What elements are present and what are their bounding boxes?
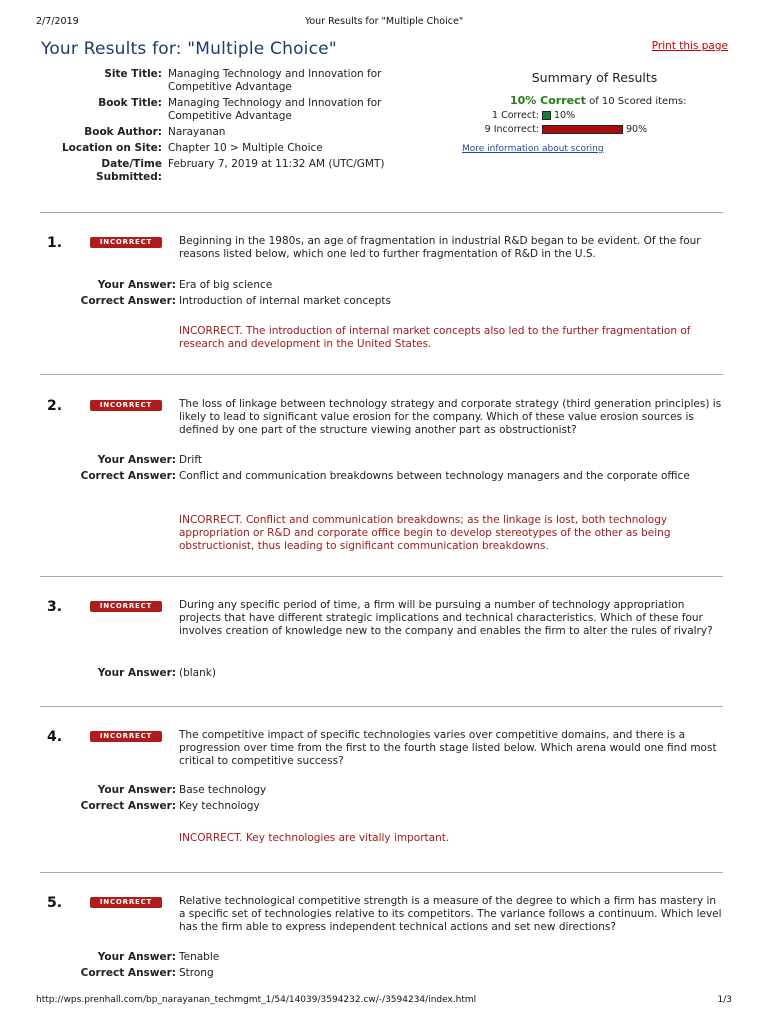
site-title-value: Managing Technology and Innovation for Competitive Advantage xyxy=(168,68,382,93)
incorrect-badge: INCORRECT xyxy=(90,237,162,248)
question-text: Beginning in the 1980s, an age of fragmentation in industrial R&D began to be evident. Of the four reasons listed below, which one led to further fragmentation of R&D in the U.S. xyxy=(179,235,701,261)
site-title-row xyxy=(40,68,400,94)
correct-answer-value: Introduction of internal market concepts xyxy=(179,295,391,307)
feedback-text: INCORRECT. Conflict and communication breakdowns; as the linkage is lost, both technology appropriation or R&D and corporate office begin to develop stereotypes of the other as being obstructionist, thus leading to significant communication breakdowns. xyxy=(179,514,671,553)
print-date: 2/7/2019 xyxy=(36,16,79,27)
submitted-row xyxy=(40,158,400,184)
location-label: Location on Site: xyxy=(61,142,162,154)
question-number: 3. xyxy=(47,599,63,615)
correct-answer-label: Correct Answer: xyxy=(80,470,176,482)
page-number: 1/3 xyxy=(717,995,732,1005)
question-number: 4. xyxy=(47,729,63,745)
incorrect-bar-row xyxy=(462,123,732,136)
incorrect-percent: 90% xyxy=(626,124,648,135)
question-number: 2. xyxy=(47,398,63,414)
incorrect-bar xyxy=(542,125,623,134)
score-items: of 10 Scored items: xyxy=(589,96,687,107)
correct-answer-row xyxy=(80,470,724,483)
feedback-text: INCORRECT. Key technologies are vitally important. xyxy=(179,832,450,844)
book-title-value: Managing Technology and Innovation for Competitive Advantage xyxy=(168,97,382,122)
divider xyxy=(40,706,723,707)
submitted-value: February 7, 2019 at 11:32 AM (UTC/GMT) xyxy=(168,158,385,170)
question-text: Relative technological competitive strength is a measure of the degree to which a firm has mastery in a specific set of technologies relative to its competitors. The variance follows a continuum. Which level has the firm able to express independent technical actions and set new directions? xyxy=(179,895,722,934)
book-author-row xyxy=(40,126,400,139)
score-line xyxy=(510,94,732,107)
correct-label: 1 Correct: xyxy=(492,110,539,121)
question-text: During any specific period of time, a firm will be pursuing a number of technology appropriation projects that have different strategic implications and technical characteristics. Which of these four involves creation of knowledge new to the company and enables the firm to alter the rules of rivalry? xyxy=(179,599,713,638)
correct-answer-label: Correct Answer: xyxy=(80,800,176,812)
site-title-label: Site Title: xyxy=(104,68,162,80)
print-page-link[interactable]: Print this page xyxy=(651,40,728,52)
question-number: 5. xyxy=(47,895,63,911)
your-answer-row xyxy=(97,784,724,797)
your-answer-value: Era of big science xyxy=(179,279,273,291)
your-answer-label: Your Answer: xyxy=(97,784,176,796)
correct-answer-label: Correct Answer: xyxy=(80,295,176,307)
book-title-label: Book Title: xyxy=(98,97,162,109)
book-title-row xyxy=(40,97,400,123)
your-answer-label: Your Answer: xyxy=(97,279,176,291)
your-answer-label: Your Answer: xyxy=(97,454,176,466)
correct-answer-value: Key technology xyxy=(179,800,260,812)
incorrect-badge: INCORRECT xyxy=(90,601,162,612)
question-text: The competitive impact of specific technologies varies over competitive domains, and there is a progression over time from the first to the fourth stage listed below. Which arena would one find most critical to competitive success? xyxy=(179,729,717,768)
your-answer-value: (blank) xyxy=(179,667,216,679)
incorrect-badge: INCORRECT xyxy=(90,897,162,908)
summary-of-results xyxy=(462,70,732,154)
divider xyxy=(40,576,723,577)
page-title: Your Results for: "Multiple Choice" xyxy=(41,39,337,59)
incorrect-label: 9 Incorrect: xyxy=(484,124,539,135)
your-answer-label: Your Answer: xyxy=(97,951,176,963)
submitted-label: Date/Time Submitted: xyxy=(96,158,162,183)
correct-answer-value: Conflict and communication breakdowns between technology managers and the corporate office xyxy=(179,470,690,482)
question-number: 1. xyxy=(47,235,63,251)
print-header xyxy=(36,16,732,30)
location-row xyxy=(40,142,400,155)
correct-answer-row xyxy=(80,800,724,813)
your-answer-row xyxy=(97,454,724,467)
correct-answer-label: Correct Answer: xyxy=(80,967,176,979)
score-percent: 10% Correct xyxy=(510,94,586,107)
book-author-value: Narayanan xyxy=(168,126,226,138)
more-info-scoring-link[interactable]: More information about scoring xyxy=(462,144,604,154)
your-answer-value: Base technology xyxy=(179,784,267,796)
location-value: Chapter 10 > Multiple Choice xyxy=(168,142,323,154)
print-title: Your Results for "Multiple Choice" xyxy=(304,16,464,27)
your-answer-row xyxy=(97,667,724,680)
correct-answer-row xyxy=(80,967,724,980)
divider xyxy=(40,872,723,873)
feedback-text: INCORRECT. The introduction of internal market concepts also led to the further fragmentation of research and development in the United States. xyxy=(179,325,691,351)
summary-title: Summary of Results xyxy=(531,70,658,85)
incorrect-badge: INCORRECT xyxy=(90,731,162,742)
correct-bar xyxy=(542,111,551,120)
correct-percent: 10% xyxy=(554,110,576,121)
your-answer-value: Tenable xyxy=(179,951,220,963)
correct-answer-row xyxy=(80,295,724,308)
correct-bar-row xyxy=(462,109,732,122)
site-info xyxy=(40,68,400,187)
incorrect-badge: INCORRECT xyxy=(90,400,162,411)
divider xyxy=(40,374,723,375)
question-text: The loss of linkage between technology strategy and corporate strategy (third generation principles) is likely to lead to significant value erosion for the company. Which of these value erosion sources is defined by one part of the structure viewing another part as obstructionist? xyxy=(179,398,722,437)
your-answer-row xyxy=(97,951,724,964)
your-answer-value: Drift xyxy=(179,454,202,466)
correct-answer-value: Strong xyxy=(179,967,214,979)
your-answer-label: Your Answer: xyxy=(97,667,176,679)
divider xyxy=(40,212,723,213)
page-url: http://wps.prenhall.com/bp_narayanan_techmgmt_1/54/14039/3594232.cw/-/3594234/index.html xyxy=(36,995,477,1005)
your-answer-row xyxy=(97,279,724,292)
book-author-label: Book Author: xyxy=(84,126,162,138)
